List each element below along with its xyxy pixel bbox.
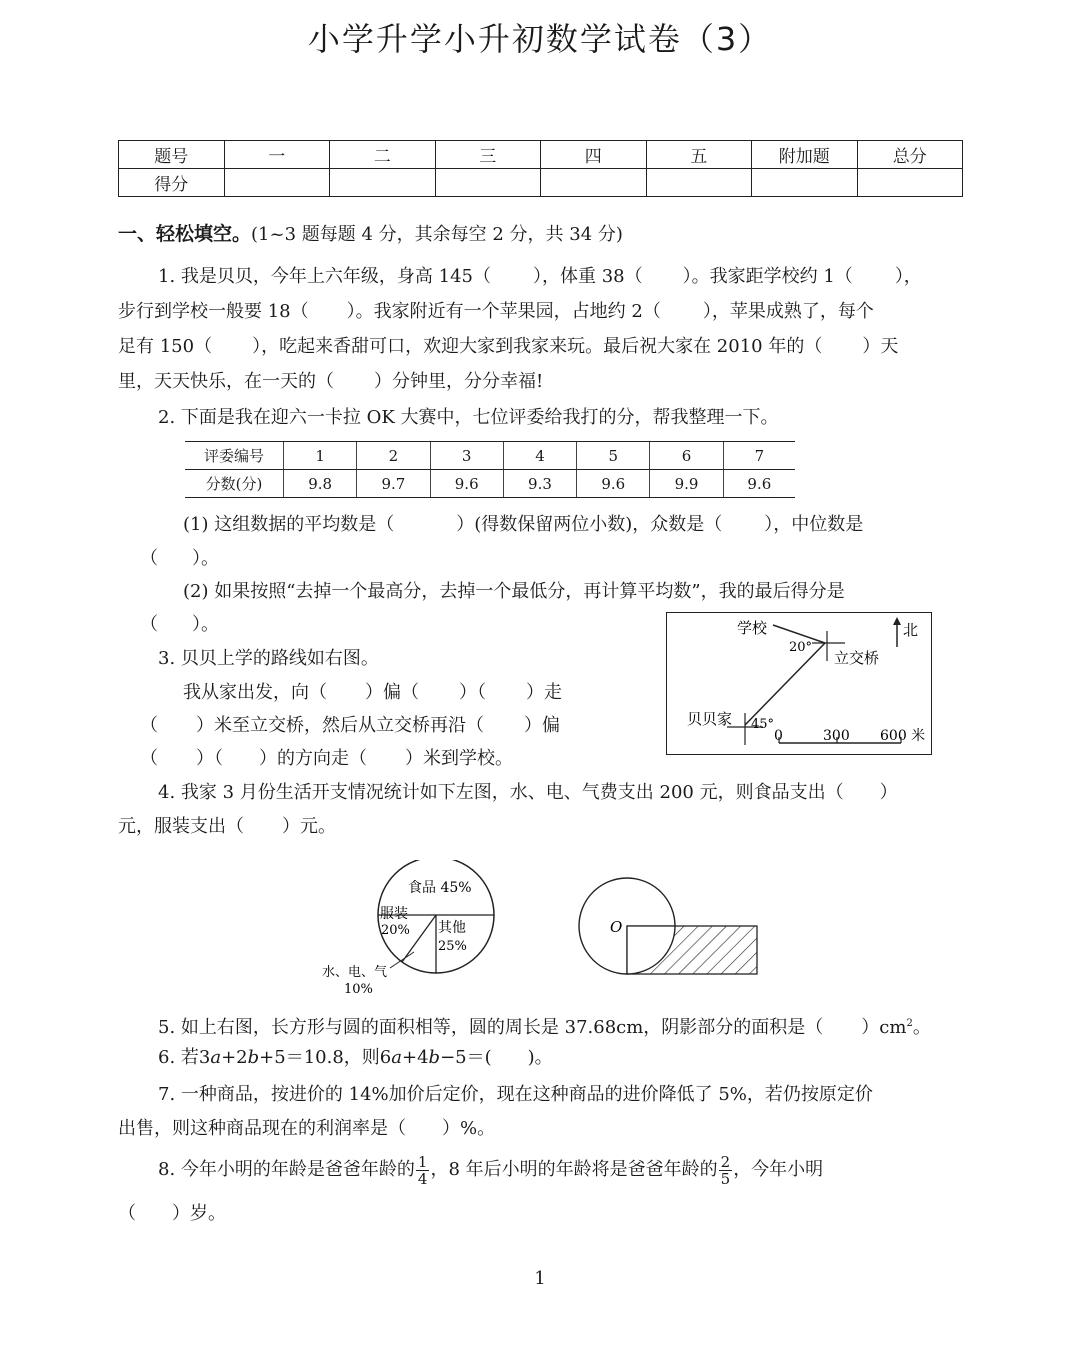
- q4-text: 4. 我家 3 月份生活开支情况统计如下左图，水、电、气费支出 200 元，则食品支出（: [158, 782, 844, 803]
- fraction-one-quarter: [416, 1154, 430, 1187]
- q6-var: a: [391, 1047, 402, 1068]
- q2-text: （: [140, 548, 158, 569]
- q1-text: ）。我家距学校约 1（: [682, 266, 853, 287]
- q3-text: ）米到学校。: [405, 748, 513, 769]
- q1-line2: [118, 295, 963, 329]
- q1-line4: [118, 365, 963, 399]
- map-scale-label: 0: [774, 728, 783, 744]
- judge-id-cell: 5: [577, 442, 650, 470]
- judge-score-cell: 9.6: [430, 470, 503, 498]
- q3-text: ）偏（: [365, 682, 419, 703]
- judge-id-cell: 1: [284, 442, 357, 470]
- judge-id-cell: 3: [430, 442, 503, 470]
- q8-text: ，今年小明: [733, 1159, 824, 1180]
- q6-var: a: [210, 1047, 222, 1068]
- q4-line1: [158, 776, 963, 810]
- score-cell: [857, 169, 963, 197]
- q6-text-part: )。: [527, 1047, 553, 1068]
- q3-text: ）（: [459, 682, 486, 703]
- q6-text: [158, 1041, 1003, 1075]
- q5-unit-sup: 2: [906, 1018, 913, 1029]
- judges-score-row: [185, 470, 795, 498]
- q8-text: ）岁。: [172, 1203, 226, 1224]
- q1-text: ），吃起来香甜可口，欢迎大家到我家来玩。最后祝大家在 2010 年的（: [252, 336, 823, 357]
- q1-text: ）天: [862, 336, 899, 357]
- map-scale-label: 600 米: [880, 728, 926, 744]
- route-home-to-bridge: [745, 643, 825, 725]
- q1-text: 步行到学校一般要 18（: [118, 301, 309, 322]
- q1-text: ），: [894, 266, 922, 287]
- section-note: (1~3 题每题 4 分，其余每空 2 分，共 34 分): [251, 224, 623, 245]
- judges-id-row: [185, 442, 795, 470]
- q3-text: （: [140, 748, 158, 769]
- fraction-denominator: 5: [720, 1169, 731, 1188]
- q3-text: ）偏: [524, 715, 560, 736]
- judges-row-label: 评委编号: [185, 442, 284, 470]
- score-cell: [435, 169, 541, 197]
- q1-line3: [118, 330, 963, 364]
- q6-var: b: [247, 1047, 260, 1068]
- pie-label-food: 食品 45%: [408, 880, 472, 896]
- q5-text-part: 5. 如上右图，长方形与圆的面积相等，圆的周长是 37.68cm，阴影部分的面积是（: [158, 1017, 824, 1038]
- q1-text: ），体重 38（: [532, 266, 643, 287]
- q2-text: (1) 这组数据的平均数是（: [183, 514, 395, 535]
- q8-text: 8. 今年小明的年龄是爸爸年龄的: [158, 1159, 415, 1180]
- score-cell: [541, 169, 647, 197]
- q7-text: ）%。: [442, 1118, 496, 1139]
- page-number: 1: [534, 1268, 546, 1289]
- map-label-bridge: 立交桥: [834, 649, 880, 667]
- judge-id-cell: 7: [723, 442, 795, 470]
- fraction-numerator: 2: [720, 1152, 731, 1171]
- judge-score-cell: 9.3: [503, 470, 576, 498]
- judge-score-cell: 9.7: [357, 470, 430, 498]
- q8-line1: [158, 1150, 1003, 1190]
- page-title: 小学升学小升初数学试卷（3）: [307, 20, 773, 58]
- q2-text: ），中位数是: [764, 514, 864, 535]
- q3-text: ）米至立交桥，然后从立交桥再沿（: [196, 715, 484, 736]
- q2-sub2: (2) 如果按照“去掉一个最高分，去掉一个最低分，再计算平均数”，我的最后得分是: [183, 581, 845, 602]
- q5-text: [158, 1007, 1003, 1045]
- judge-id-cell: 2: [357, 442, 430, 470]
- q8-text: ，8 年后小明的年龄将是爸爸年龄的: [430, 1159, 718, 1180]
- judges-table: [185, 441, 795, 498]
- section-heading: [118, 217, 963, 252]
- judge-score-cell: 9.6: [577, 470, 650, 498]
- q6-text-part: +2: [221, 1047, 248, 1068]
- circle-rectangle-figure: [570, 870, 770, 985]
- q4-line2: [118, 810, 963, 844]
- fraction-numerator: 1: [417, 1152, 428, 1171]
- pie-label-other: 其他: [438, 920, 466, 936]
- circle-center-label: O: [610, 918, 623, 936]
- judge-id-cell: 6: [650, 442, 723, 470]
- q3-text: ）走: [526, 682, 562, 703]
- north-arrow-icon: [893, 617, 901, 625]
- q1-text: ），苹果成熟了，每个: [702, 301, 874, 322]
- q4-text: 元，服装支出（: [118, 816, 244, 837]
- score-cell: [646, 169, 752, 197]
- q6-text-part: +5＝10.8，则6: [259, 1047, 392, 1068]
- q3-text: ）的方向走（: [259, 748, 367, 769]
- fraction-denominator: 4: [417, 1169, 428, 1188]
- score-header-cell: 五: [646, 141, 752, 169]
- score-table-score-row: [119, 169, 963, 197]
- score-header-cell: 题号: [119, 141, 225, 169]
- judge-score-cell: 9.6: [723, 470, 795, 498]
- q1-text: 里，天天快乐，在一天的（: [118, 371, 334, 392]
- score-header-cell: 附加题: [752, 141, 858, 169]
- expense-pie-chart: [320, 860, 520, 1000]
- score-cell: [330, 169, 436, 197]
- q2-text: ）。: [192, 614, 219, 635]
- q2-text: 2. 下面是我在迎六一卡拉 OK 大赛中，七位评委给我打的分，帮我整理一下。: [158, 407, 779, 428]
- score-cell: [224, 169, 330, 197]
- q2-sub1-cont: [140, 542, 985, 576]
- pie-label-other-pct: 25%: [438, 939, 467, 954]
- score-row-label: 得分: [119, 169, 225, 197]
- pie-label-utilities-pct: 10%: [344, 982, 373, 997]
- score-table-header-row: [119, 141, 963, 169]
- q1-text: ）分钟里，分分幸福!: [374, 371, 544, 392]
- q6-var: b: [428, 1047, 441, 1068]
- fraction-two-fifths: [719, 1154, 733, 1187]
- q3-text: 3. 贝贝上学的路线如右图。: [158, 648, 379, 669]
- q1-text: 足有 150（: [118, 336, 213, 357]
- route-map: [666, 612, 932, 755]
- score-cell: [752, 169, 858, 197]
- pie-label-clothes: 服装: [380, 906, 408, 922]
- map-label-angle1: 20°: [789, 640, 813, 655]
- q3-text: （: [140, 715, 158, 736]
- judge-id-cell: 4: [503, 442, 576, 470]
- q2-sub1: [183, 508, 963, 542]
- map-scale-label: 300: [823, 728, 850, 744]
- map-label-north: 北: [903, 621, 919, 639]
- q3-text: 我从家出发，向（: [183, 682, 327, 703]
- judge-score-cell: 9.8: [284, 470, 357, 498]
- q4-text: ）: [879, 782, 898, 803]
- section-title: 一、轻松填空。: [118, 223, 252, 245]
- score-header-cell: 一: [224, 141, 330, 169]
- q8-line2: [118, 1197, 963, 1231]
- score-table: [118, 140, 963, 197]
- map-label-school: 学校: [737, 619, 768, 637]
- q1-text: ）。我家附近有一个苹果园，占地约 2（: [346, 301, 661, 322]
- q3-text: ）（: [196, 748, 223, 769]
- route-map-drawing: [667, 613, 931, 754]
- q7-text: 出售，则这种商品现在的利润率是（: [118, 1118, 406, 1139]
- pie-label-clothes-pct: 20%: [381, 923, 410, 938]
- q6-text-part: 6. 若3: [158, 1047, 211, 1068]
- q6-text-part: +4: [401, 1047, 429, 1068]
- q6-text-part: −5＝(: [440, 1047, 492, 1068]
- score-header-cell: 三: [435, 141, 541, 169]
- map-label-angle2: 45°: [751, 717, 775, 732]
- q4-text: ）元。: [282, 816, 336, 837]
- q2-text: （: [140, 614, 158, 635]
- q1-line1: [158, 260, 963, 294]
- q1-text: 1. 我是贝贝，今年上六年级，身高 145（: [158, 266, 491, 287]
- q5-text-part: 。: [912, 1017, 931, 1038]
- q8-text: （: [118, 1203, 136, 1224]
- score-header-cell: 二: [330, 141, 436, 169]
- judge-score-cell: 9.9: [650, 470, 723, 498]
- score-header-cell: 总分: [857, 141, 963, 169]
- judges-row-label: 分数(分): [185, 470, 284, 498]
- q5-text-part: ）cm: [861, 1017, 907, 1038]
- q7-line2: [118, 1112, 963, 1146]
- map-label-home: 贝贝家: [687, 710, 733, 728]
- score-header-cell: 四: [541, 141, 647, 169]
- pie-label-utilities: 水、电、气: [322, 965, 388, 980]
- q7-line1: 7. 一种商品，按进价的 14%加价后定价，现在这种商品的进价降低了 5%，若仍按原定价: [158, 1084, 873, 1105]
- q2-text: ）。: [192, 548, 219, 569]
- q2-text: ）(得数保留两位小数)，众数是（: [456, 514, 723, 535]
